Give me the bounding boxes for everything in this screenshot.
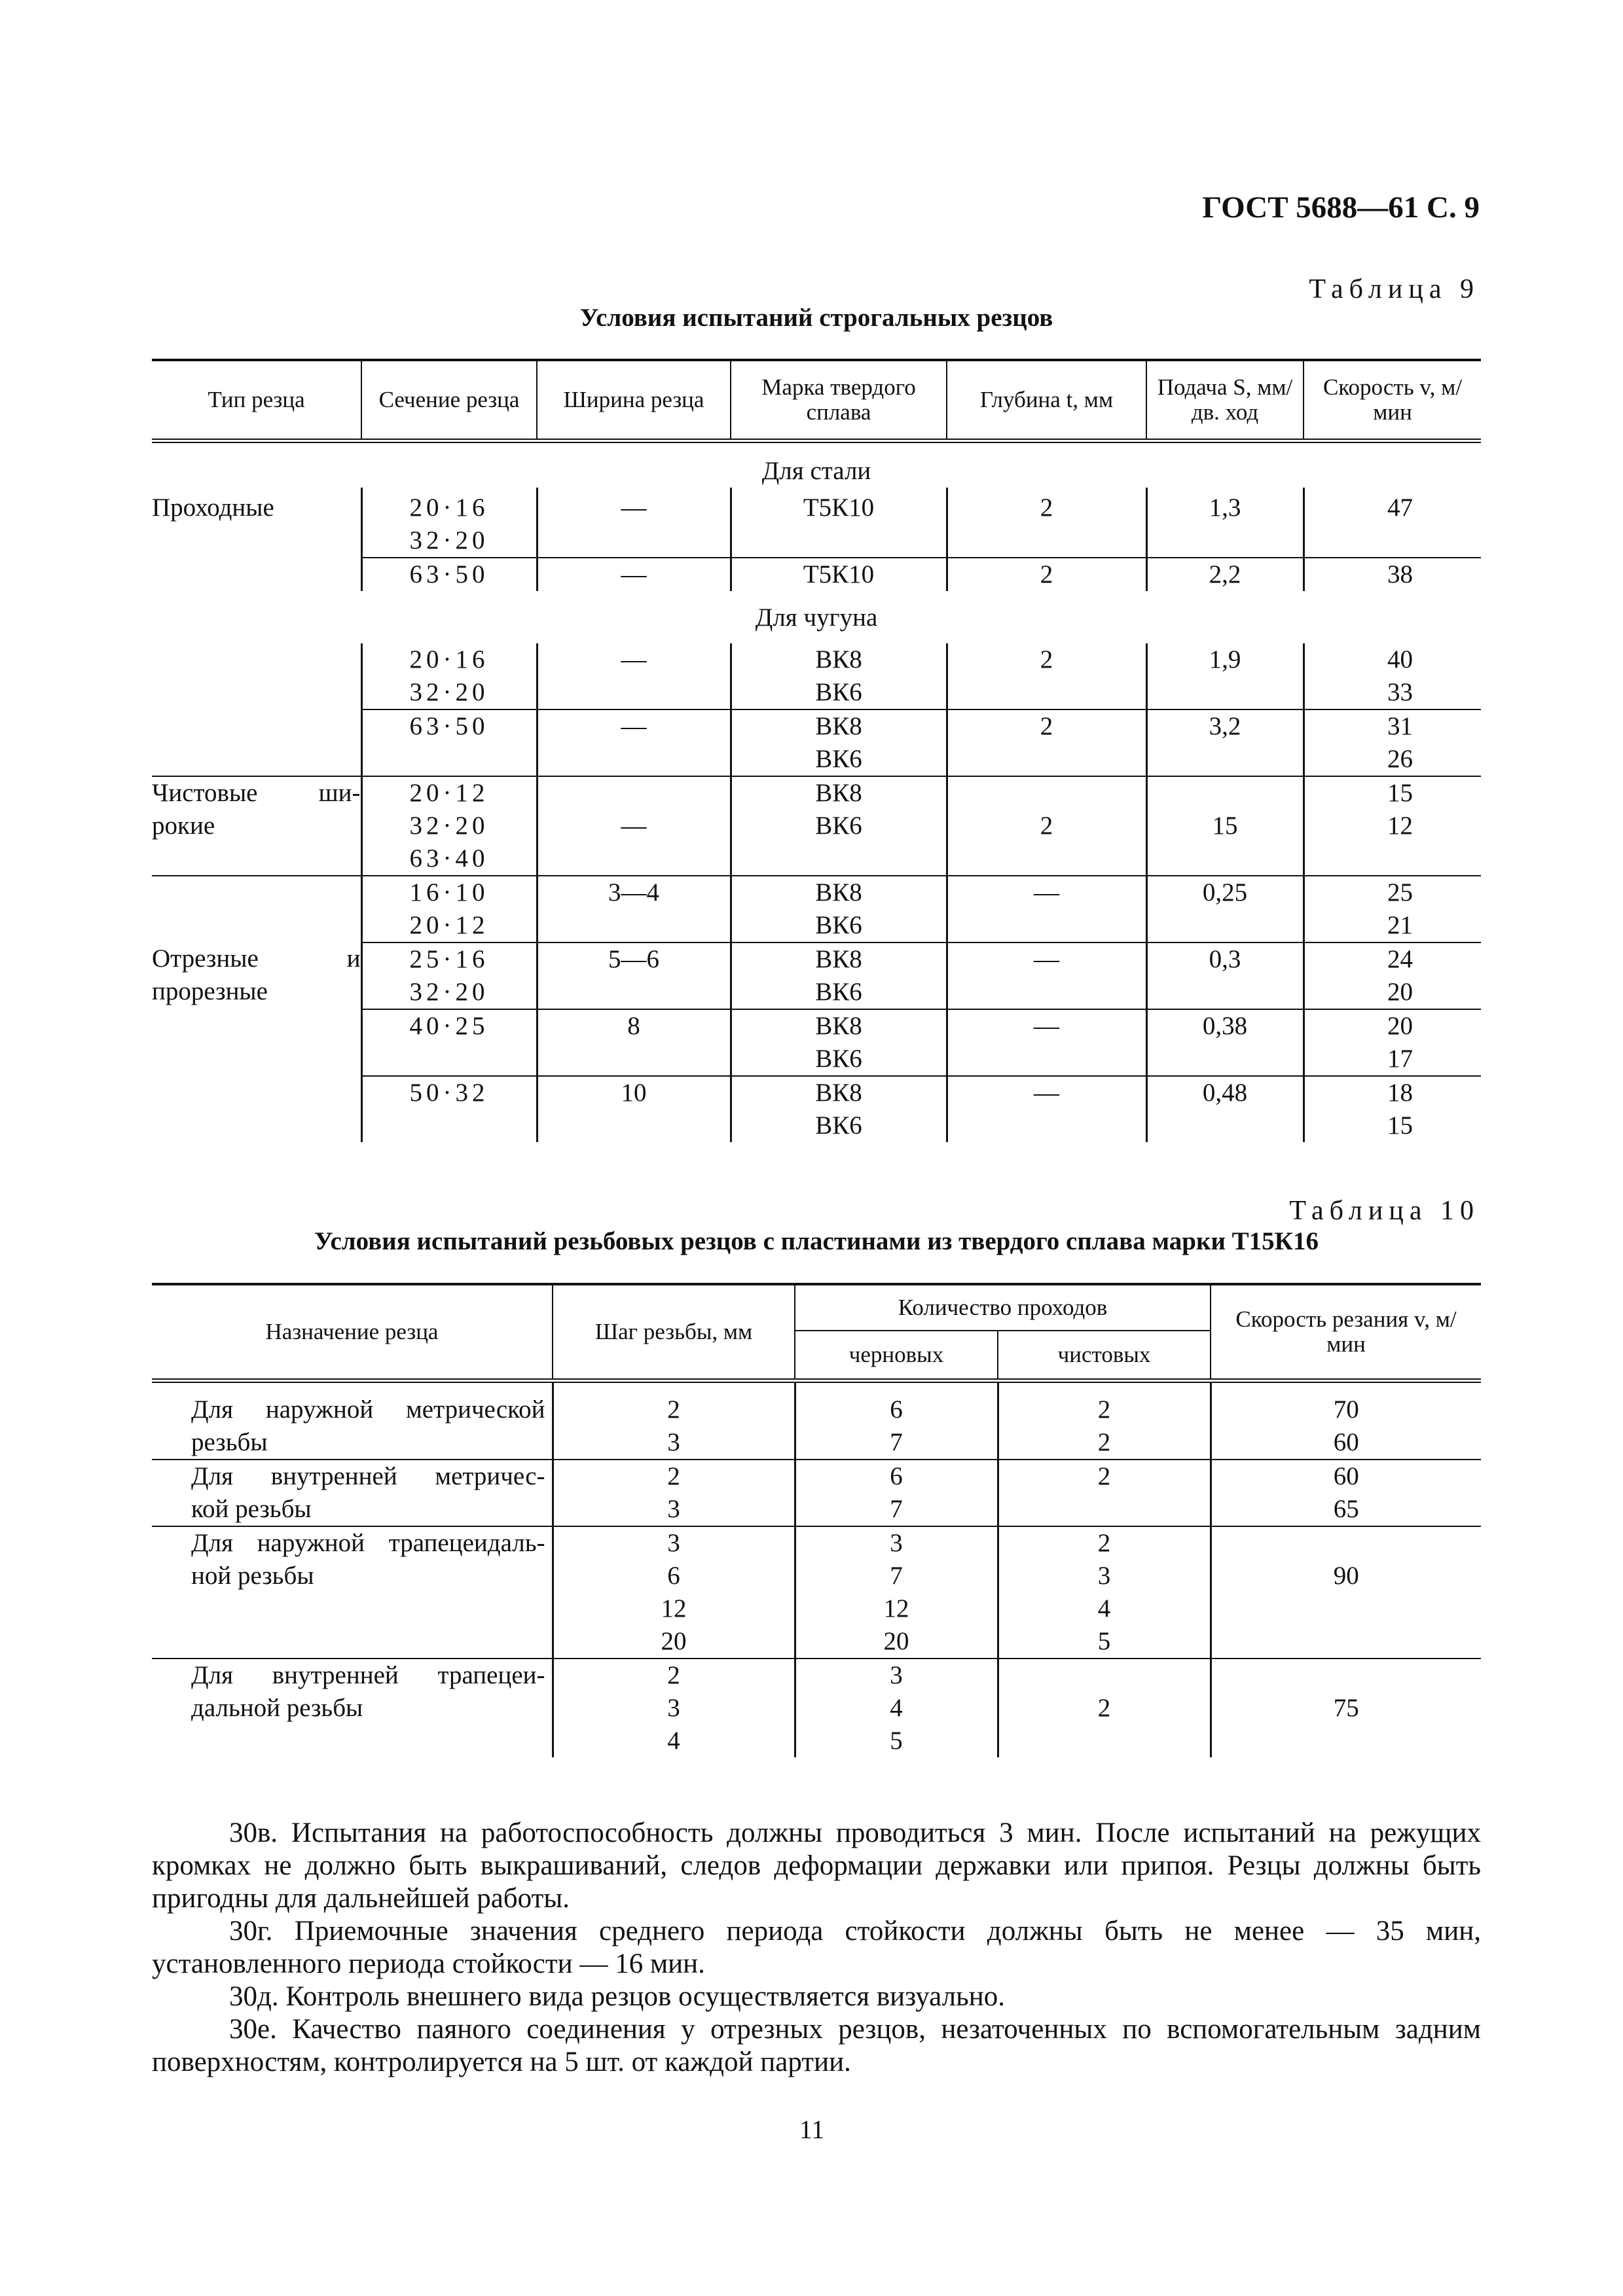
feed-cell: 2,2	[1146, 558, 1304, 591]
table-row	[152, 1381, 1481, 1460]
pitch-cell: 2 3	[553, 1460, 795, 1526]
table10-title: Условия испытаний резьбовых резцов с пластинами из твердого сплава марки Т15К16	[314, 1227, 1319, 1255]
depth-cell: 2	[947, 643, 1146, 709]
finish-cell: 2	[998, 1460, 1211, 1526]
paragraph: 30д. Контроль внешнего вида резцов осуществляется визуально.	[229, 1981, 1005, 2012]
group-row	[152, 441, 1481, 488]
feed-cell: 0,25	[1146, 876, 1304, 942]
table10-header-row	[152, 1284, 1481, 1331]
width-cell: —	[537, 558, 731, 591]
body-text	[152, 1817, 1481, 2079]
paragraph: 30в. Испытания на работоспособность должны проводиться 3 мин. После испытаний на режущих кромках не должно быть выкрашиваний, следов деформации державки или припоя. Резцы должны быть пригодны для дальнейшей работы.	[152, 1818, 1481, 1914]
depth-cell: 2	[947, 709, 1146, 776]
speed-cell: 90	[1211, 1526, 1481, 1659]
speed-cell: 24 20	[1304, 942, 1481, 1009]
purpose-cell: Для наружной трапецеидаль- ной резьбы	[152, 1526, 553, 1659]
pitch-cell: 2 3	[553, 1381, 795, 1460]
pitch-cell: 2 3 4	[553, 1659, 795, 1757]
rough-cell: 3 4 5	[795, 1659, 998, 1757]
grade-cell: ВК8 ВК6	[731, 776, 947, 876]
table-row	[152, 488, 1481, 558]
section-cell: 63·50	[361, 558, 537, 591]
depth-cell: 2	[947, 488, 1146, 558]
table-row	[152, 558, 1481, 591]
speed-cell: 18 15	[1304, 1076, 1481, 1142]
section-cell: 20·16 32·20	[361, 643, 537, 709]
col-header: Скорость v, м/мин	[1304, 360, 1481, 441]
width-cell: —	[537, 643, 731, 709]
grade-cell: ВК8 ВК6	[731, 1076, 947, 1142]
purpose-cell: Для внутренней метричес- кой резьбы	[152, 1460, 553, 1526]
finish-cell: 2 3 4 5	[998, 1526, 1211, 1659]
col-header: Марка твердого сплава	[731, 360, 947, 441]
col-header: Шаг резьбы, мм	[553, 1284, 795, 1381]
table-row	[152, 643, 1481, 709]
paragraph: 30г. Приемочные значения среднего периода стойкости должны быть не менее — 35 мин, установленного периода стойкости — 16 мин.	[152, 1916, 1481, 1979]
finish-cell: 2	[998, 1659, 1211, 1757]
rough-cell: 6 7	[795, 1381, 998, 1460]
grade-cell: ВК8 ВК6	[731, 709, 947, 776]
section-cell: 20·12 32·20 63·40	[361, 776, 537, 876]
purpose-cell: Для внутренней трапецеи- дальной резьбы	[152, 1659, 553, 1757]
feed-cell: 15	[1146, 776, 1304, 876]
width-cell: 5—6	[537, 942, 731, 1009]
col-header: Сечение резца	[361, 360, 537, 441]
width-cell: 8	[537, 1009, 731, 1076]
group-row	[152, 591, 1481, 643]
rough-cell: 3 7 12 20	[795, 1526, 998, 1659]
speed-cell: 15 12	[1304, 776, 1481, 876]
table9-header-row	[152, 360, 1481, 441]
table-row	[152, 1526, 1481, 1659]
table-row	[152, 876, 1481, 942]
finish-cell: 2 2	[998, 1381, 1211, 1460]
table-row	[152, 942, 1481, 1009]
table-row	[152, 776, 1481, 876]
col-header: Скорость резания v, м/мин	[1211, 1284, 1481, 1381]
grade-cell: ВК8 ВК6	[731, 942, 947, 1009]
speed-cell: 31 26	[1304, 709, 1481, 776]
width-cell: —	[537, 488, 731, 558]
section-cell: 40·25	[361, 1009, 537, 1076]
col-header: Подача S, мм/дв. ход	[1146, 360, 1304, 441]
depth-cell: —	[947, 942, 1146, 1009]
speed-cell: 40 33	[1304, 643, 1481, 709]
speed-cell: 70 60	[1211, 1381, 1481, 1460]
cutter-type: Проходные	[152, 493, 274, 522]
depth-cell: —	[947, 1009, 1146, 1076]
feed-cell: 1,9	[1146, 643, 1304, 709]
table10	[152, 1283, 1481, 1757]
group-label: Для чугуна	[755, 603, 878, 632]
section-cell: 16·10 20·12	[361, 876, 537, 942]
col-header: Количество проходов	[795, 1284, 1211, 1331]
col-header: Глубина t, мм	[947, 360, 1146, 441]
section-cell: 25·16 32·20	[361, 942, 537, 1009]
feed-cell: 0,48	[1146, 1076, 1304, 1142]
feed-cell: 1,3	[1146, 488, 1304, 558]
table-row	[152, 709, 1481, 776]
depth-cell: 2	[947, 776, 1146, 876]
speed-cell: 20 17	[1304, 1009, 1481, 1076]
col-header: черновых	[795, 1331, 998, 1381]
speed-cell: 38	[1304, 558, 1481, 591]
feed-cell: 0,38	[1146, 1009, 1304, 1076]
table10-label: Таблица 10	[1289, 1196, 1480, 1226]
col-header: Назначение резца	[265, 1319, 439, 1344]
feed-cell: 0,3	[1146, 942, 1304, 1009]
grade-cell: ВК8 ВК6	[731, 876, 947, 942]
table-row	[152, 1659, 1481, 1757]
table9-title: Условия испытаний строгальных резцов	[579, 304, 1053, 332]
speed-cell: 75	[1211, 1659, 1481, 1757]
table9	[152, 359, 1481, 1142]
table-row	[152, 1076, 1481, 1142]
table-row	[152, 1009, 1481, 1076]
width-cell: 3—4	[537, 876, 731, 942]
cutter-type: Чистовые ши- рокие	[152, 776, 361, 876]
cutter-type: Отрезные и прорезные	[152, 944, 361, 1005]
width-cell: —	[537, 709, 731, 776]
grade-cell: Т5К10	[731, 488, 947, 558]
paragraph: 30е. Качество паяного соединения у отрезных резцов, незаточенных по вспомогательным задним поверхностям, контролируется на 5 шт. от каждой партии.	[152, 2014, 1481, 2077]
speed-cell: 60 65	[1211, 1460, 1481, 1526]
col-header: Тип резца	[208, 387, 305, 412]
table-row	[152, 1460, 1481, 1526]
grade-cell: ВК8 ВК6	[731, 1009, 947, 1076]
depth-cell: —	[947, 876, 1146, 942]
speed-cell: 47	[1304, 488, 1481, 558]
width-cell: 10	[537, 1076, 731, 1142]
section-cell: 50·32	[361, 1076, 537, 1142]
grade-cell: Т5К10	[731, 558, 947, 591]
page-number: 11	[799, 2115, 825, 2144]
depth-cell: —	[947, 1076, 1146, 1142]
group-label: Для стали	[761, 457, 871, 485]
speed-cell: 25 21	[1304, 876, 1481, 942]
section-cell: 20·16 32·20	[361, 488, 537, 558]
section-cell: 63·50	[361, 709, 537, 776]
feed-cell: 3,2	[1146, 709, 1304, 776]
depth-cell: 2	[947, 558, 1146, 591]
table9-label: Таблица 9	[1309, 274, 1480, 304]
grade-cell: ВК8 ВК6	[731, 643, 947, 709]
col-header: Ширина резца	[537, 360, 731, 441]
purpose-cell: Для наружной метрической резьбы	[191, 1395, 545, 1456]
rough-cell: 6 7	[795, 1460, 998, 1526]
width-cell: —	[537, 776, 731, 876]
col-header: чистовых	[998, 1331, 1211, 1381]
document-code: ГОСТ 5688—61 С. 9	[1202, 190, 1480, 224]
pitch-cell: 3 6 12 20	[553, 1526, 795, 1659]
